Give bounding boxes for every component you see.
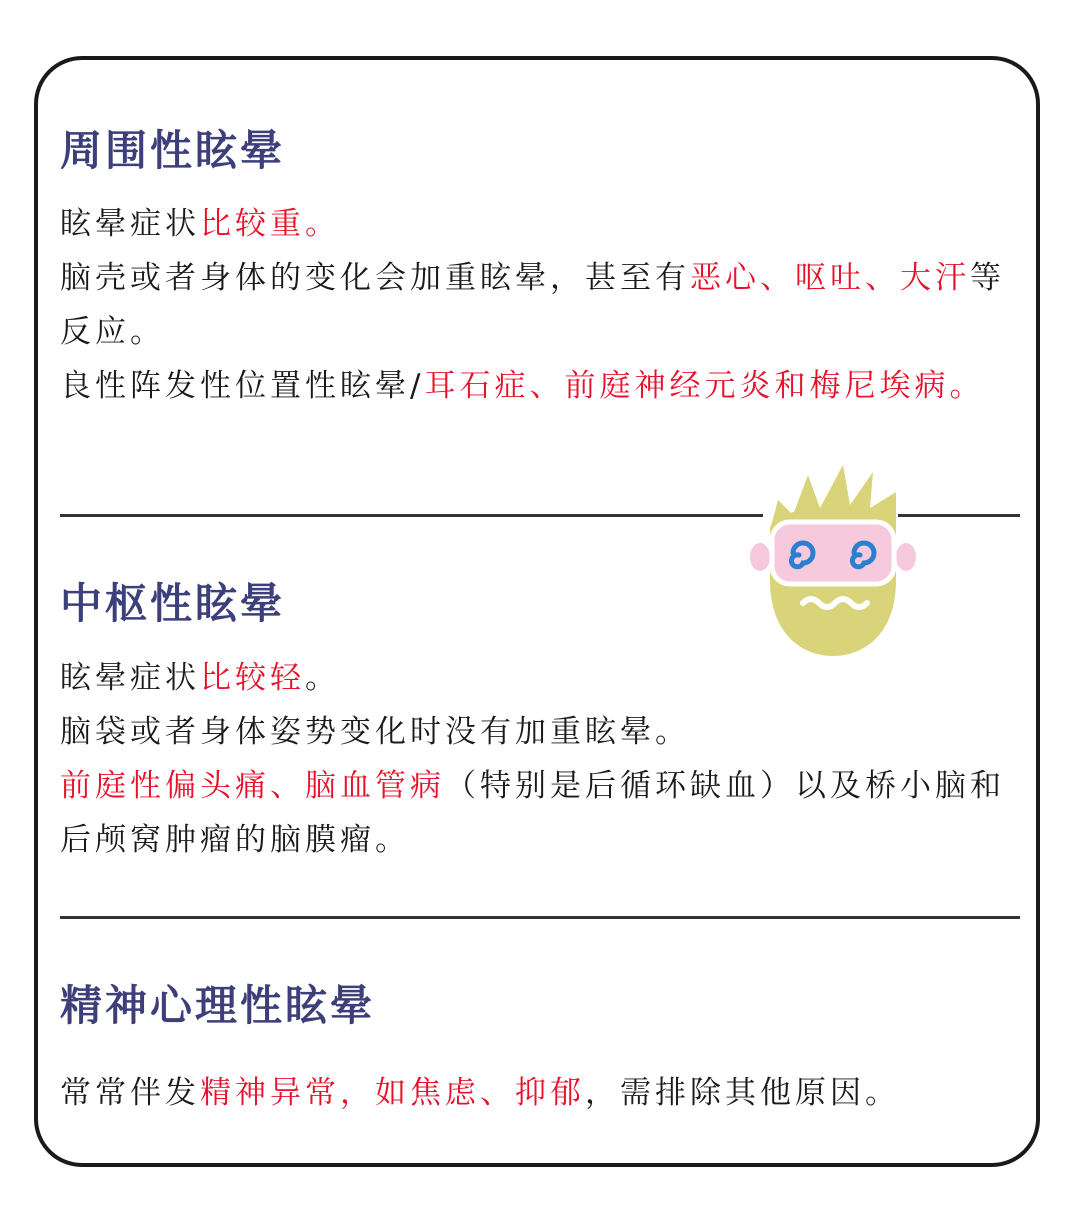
text: 眩晕症状: [60, 206, 200, 242]
section-divider: [60, 916, 1020, 919]
section2-paragraph-3: [60, 759, 1020, 867]
highlight-text: 比较轻: [200, 660, 305, 696]
highlight-text: 耳石症、前庭神经元炎和梅尼埃病。: [424, 368, 985, 404]
text: 眩晕症状: [60, 660, 200, 696]
text: （特别是后循环缺血）以及桥小脑和后颅窝肿瘤的脑膜瘤。: [60, 768, 1005, 858]
text: 常常伴发: [60, 1075, 200, 1111]
text: 。: [305, 660, 340, 696]
section2-paragraph-1: [60, 651, 1020, 705]
section-title-central: 中枢性眩晕: [60, 579, 286, 628]
section2-paragraph-2: [60, 705, 1020, 759]
dizzy-face-icon: [748, 460, 918, 660]
section3-paragraph-1: [60, 1066, 1020, 1120]
text: ，需排除其他原因。: [585, 1075, 900, 1111]
highlight-text: 比较重。: [200, 206, 340, 242]
highlight-text: 恶心、呕吐、大汗: [690, 260, 970, 296]
text: 脑壳或者身体的变化会加重眩晕，甚至有: [60, 260, 690, 296]
highlight-text: 前庭性偏头痛、脑血管病: [60, 768, 445, 804]
text: 等反应。: [60, 260, 1005, 350]
highlight-text: 精神异常，如焦虑、抑郁: [200, 1075, 585, 1111]
section1-paragraph-2: [60, 251, 1020, 359]
section-title-psychological: 精神心理性眩晕: [60, 981, 376, 1030]
section1-paragraph-3: [60, 359, 1020, 413]
section-divider: [60, 514, 763, 517]
section-title-peripheral: 周围性眩晕: [60, 126, 286, 175]
text: 脑袋或者身体姿势变化时没有加重眩晕。: [60, 714, 690, 750]
section1-paragraph-1: [60, 197, 1020, 251]
text: 良性阵发性位置性眩晕/: [60, 368, 425, 404]
